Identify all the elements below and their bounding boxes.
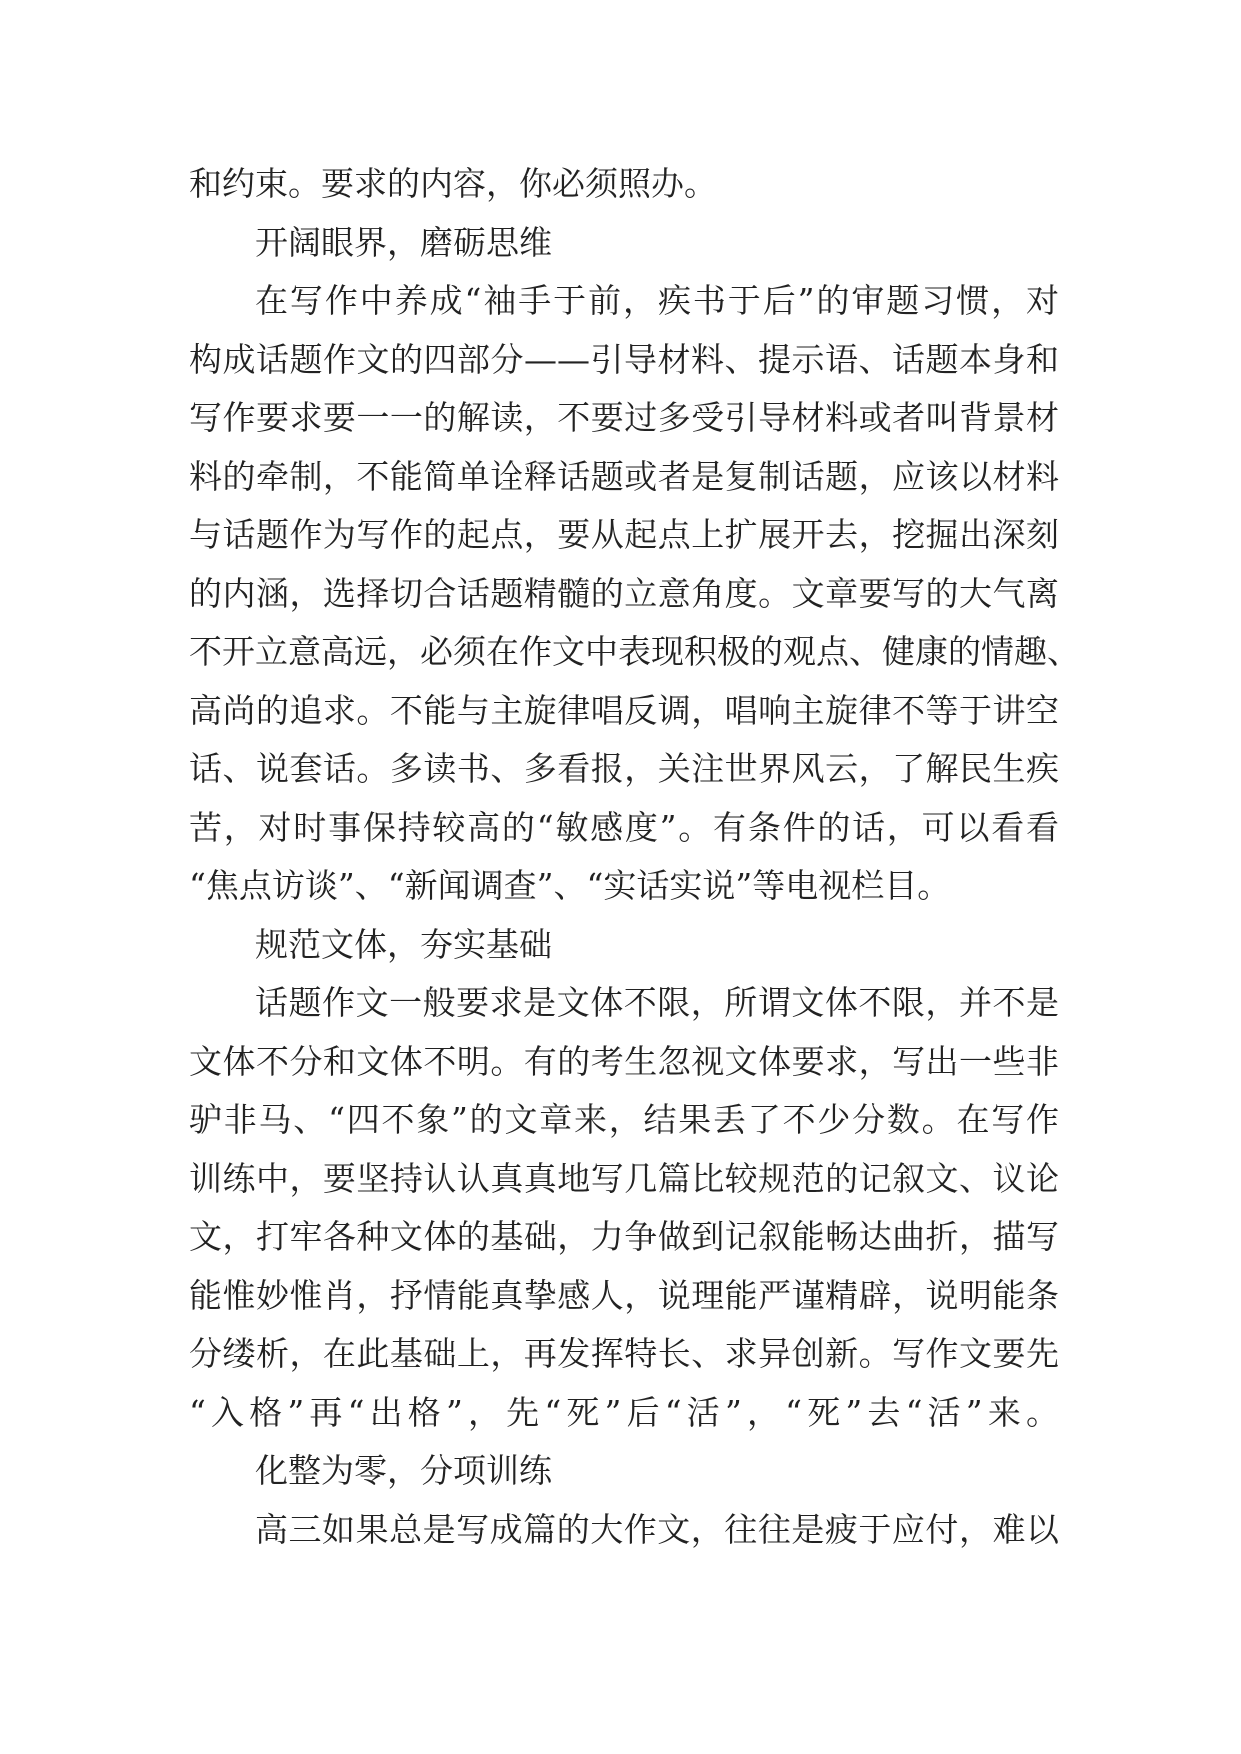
paragraph-first-line: 开阔眼界，磨砺思维 [255, 222, 552, 262]
paragraph-first-line: 规范文体，夯实基础 [255, 924, 552, 964]
text-line: 驴非马、“四不象”的文章来，结果丢了不少分数。在写作 [189, 1100, 1059, 1139]
text-line: 与话题作为写作的起点，要从起点上扩展开去，挖掘出深刻 [189, 515, 1059, 554]
paragraph-first-line: 在写作中养成“袖手于前，疾书于后”的审题习惯，对 [255, 281, 1059, 320]
text-line: 构成话题作文的四部分——引导材料、提示语、话题本身和 [189, 339, 1059, 379]
text-line: 写作要求要一一的解读，不要过多受引导材料或者叫背景材 [189, 398, 1059, 437]
text-line: 分缕析，在此基础上，再发挥特长、求异创新。写作文要先 [189, 1334, 1059, 1373]
text-line: 文，打牢各种文体的基础，力争做到记叙能畅达曲折，描写 [189, 1217, 1059, 1256]
paragraph-first-line: 高三如果总是写成篇的大作文，往往是疲于应付，难以 [255, 1509, 1059, 1549]
text-line: 料的牵制，不能简单诠释话题或者是复制话题，应该以材料 [189, 456, 1059, 496]
document-body-text [189, 155, 1080, 1559]
paragraph-first-line: 话题作文一般要求是文体不限，所谓文体不限，并不是 [255, 983, 1059, 1022]
text-line: 高尚的追求。不能与主旋律唱反调，唱响主旋律不等于讲空 [189, 690, 1059, 730]
paragraph-first-line: 化整为零，分项训练 [255, 1451, 552, 1490]
text-line: 话、说套话。多读书、多看报，关注世界风云，了解民生疾 [189, 749, 1059, 788]
text-line: “焦点访谈”、“新闻调查”、“实话实说”等电视栏目。 [189, 866, 951, 905]
text-line: 的内涵，选择切合话题精髓的立意角度。文章要写的大气离 [189, 573, 1059, 613]
text-line: 训练中，要坚持认认真真地写几篇比较规范的记叙文、议论 [189, 1158, 1059, 1198]
text-line: 能惟妙惟肖，抒情能真挚感人，说理能严谨精辟，说明能条 [189, 1275, 1059, 1315]
text-line: “入格”再“出格”，先“死”后“活”，“死”去“活”来。 [189, 1392, 1059, 1432]
text-line: 和约束。要求的内容，你必须照办。 [189, 164, 717, 203]
text-line: 文体不分和文体不明。有的考生忽视文体要求，写出一些非 [189, 1041, 1059, 1081]
text-line: 苦，对时事保持较高的“敏感度”。有条件的话，可以看看 [189, 807, 1059, 847]
text-line: 不开立意高远，必须在作文中表现积极的观点、健康的情趣、 [189, 632, 1080, 671]
